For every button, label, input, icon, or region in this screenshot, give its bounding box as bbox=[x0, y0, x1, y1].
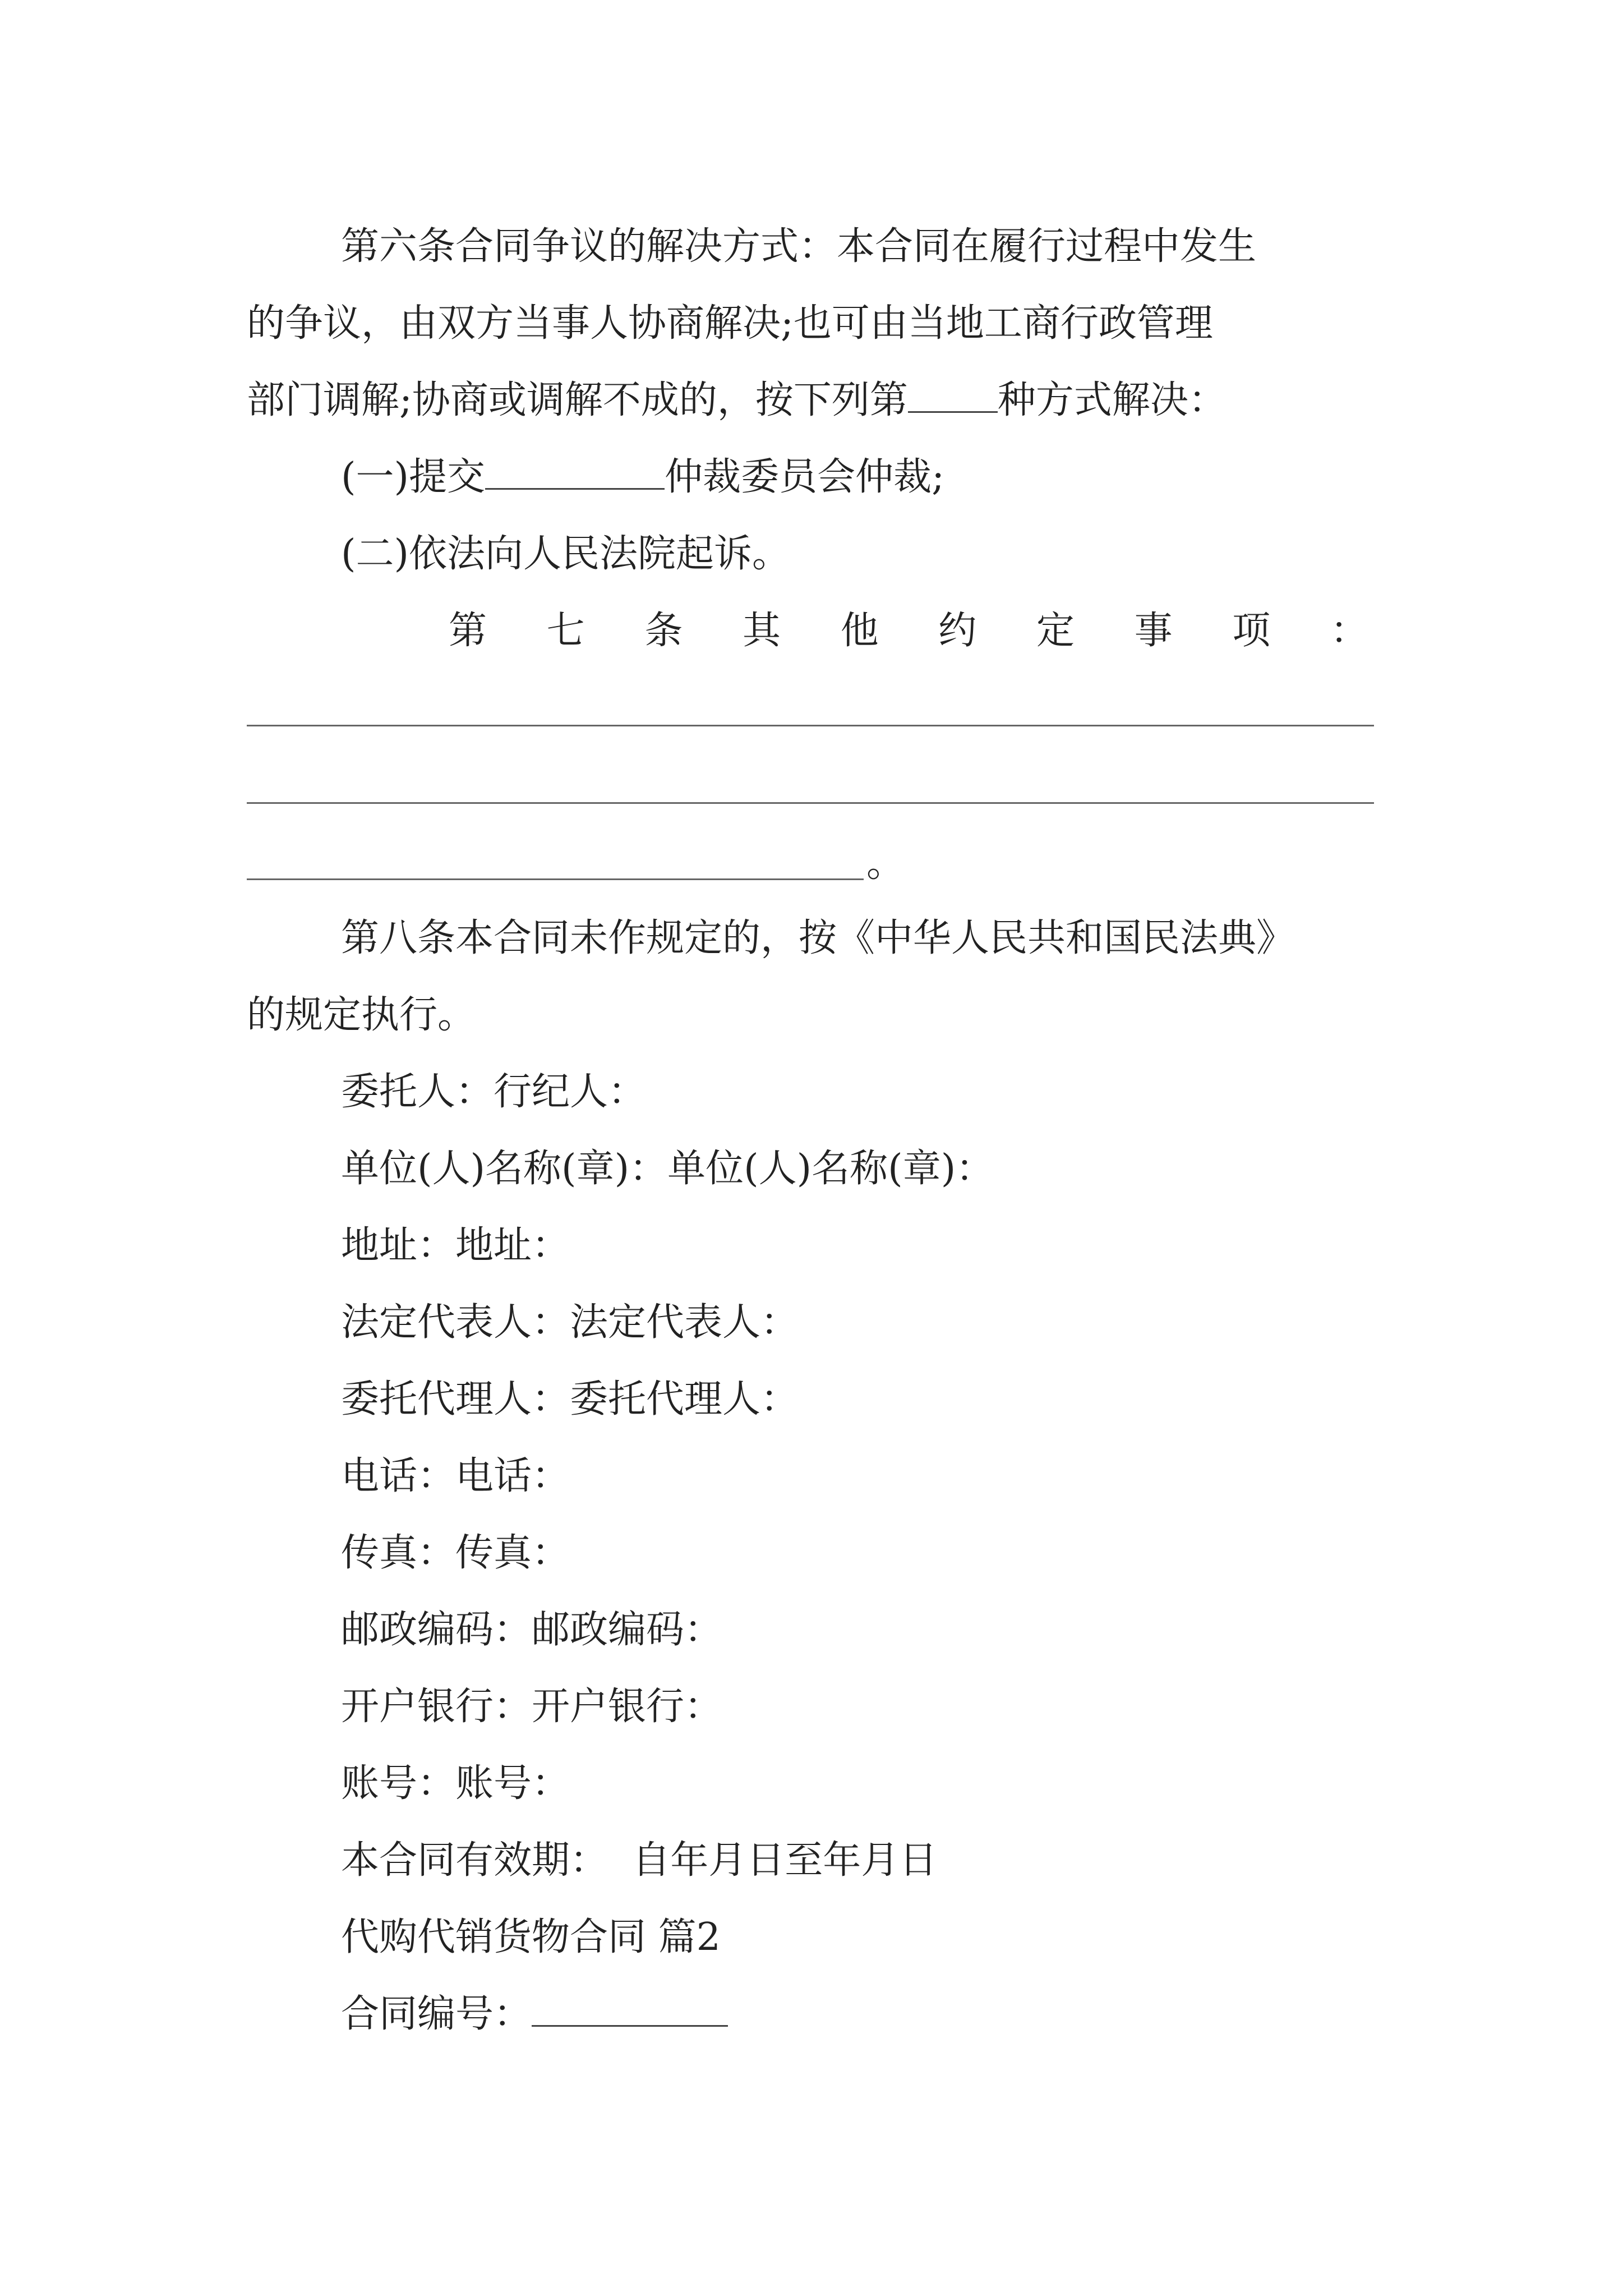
contract-number-label: 合同编号： bbox=[341, 1992, 532, 2036]
contract-number-line bbox=[341, 1992, 1468, 2037]
fill-in-line-2 bbox=[247, 802, 1374, 804]
article7-char: 约 bbox=[938, 609, 977, 653]
article7-char: 他 bbox=[840, 609, 879, 653]
option-arbitration bbox=[341, 455, 1468, 500]
article6-line1: 第六条合同争议的解决方式：本合同在履行过程中发生 bbox=[341, 224, 1257, 269]
article7-char: ： bbox=[1330, 609, 1368, 653]
article7-char: 七 bbox=[546, 609, 585, 653]
signature-bank: 开户银行：开户银行： bbox=[341, 1685, 723, 1729]
article7-heading bbox=[449, 609, 1368, 654]
fill-in-line-3 bbox=[247, 878, 864, 880]
contract-number-blank bbox=[532, 1994, 728, 2027]
article7-char: 项 bbox=[1232, 609, 1271, 653]
arbitration-commission-blank bbox=[485, 457, 665, 490]
method-number-blank bbox=[908, 380, 998, 413]
validity-period: 本合同有效期： 自年月日至年月日 bbox=[341, 1838, 938, 1883]
option1-text: (一)提交 bbox=[341, 455, 486, 499]
option1-tail: 仲裁委员会仲裁; bbox=[665, 455, 944, 499]
article7-char: 其 bbox=[742, 609, 781, 653]
article6-line2: 的争议，由双方当事人协商解决;也可由当地工商行政管理 bbox=[247, 301, 1213, 346]
article7-char: 条 bbox=[644, 609, 683, 653]
article6-line3-text: 部门调解;协商或调解不成的，按下列第 bbox=[247, 378, 908, 422]
signature-principal: 委托人：行纪人： bbox=[341, 1070, 647, 1114]
signature-fax: 传真：传真： bbox=[341, 1531, 570, 1575]
signature-unit-name: 单位(人)名称(章)：单位(人)名称(章)： bbox=[341, 1147, 994, 1191]
article8-line2: 的规定执行。 bbox=[247, 993, 476, 1037]
article7-period: 。 bbox=[866, 841, 905, 886]
signature-legal-rep: 法定代表人：法定代表人： bbox=[341, 1300, 799, 1345]
next-contract-title: 代购代销货物合同 篇2 bbox=[341, 1915, 721, 1959]
signature-address: 地址：地址： bbox=[341, 1223, 570, 1268]
article7-char: 定 bbox=[1036, 609, 1075, 653]
fill-in-line-1 bbox=[247, 725, 1374, 726]
signature-agent: 委托代理人：委托代理人： bbox=[341, 1377, 799, 1421]
option-court: (二)依法向人民法院起诉。 bbox=[341, 532, 791, 576]
article8-line1: 第八条本合同未作规定的，按《中华人民共和国民法典》 bbox=[341, 916, 1295, 960]
article7-char: 事 bbox=[1134, 609, 1173, 653]
signature-postcode: 邮政编码：邮政编码： bbox=[341, 1608, 723, 1652]
signature-phone: 电话：电话： bbox=[341, 1454, 570, 1498]
article6-line3 bbox=[247, 378, 1374, 423]
article7-char: 第 bbox=[449, 609, 487, 653]
article6-line3-tail: 种方式解决： bbox=[997, 378, 1227, 422]
signature-account: 账号：账号： bbox=[341, 1761, 570, 1806]
